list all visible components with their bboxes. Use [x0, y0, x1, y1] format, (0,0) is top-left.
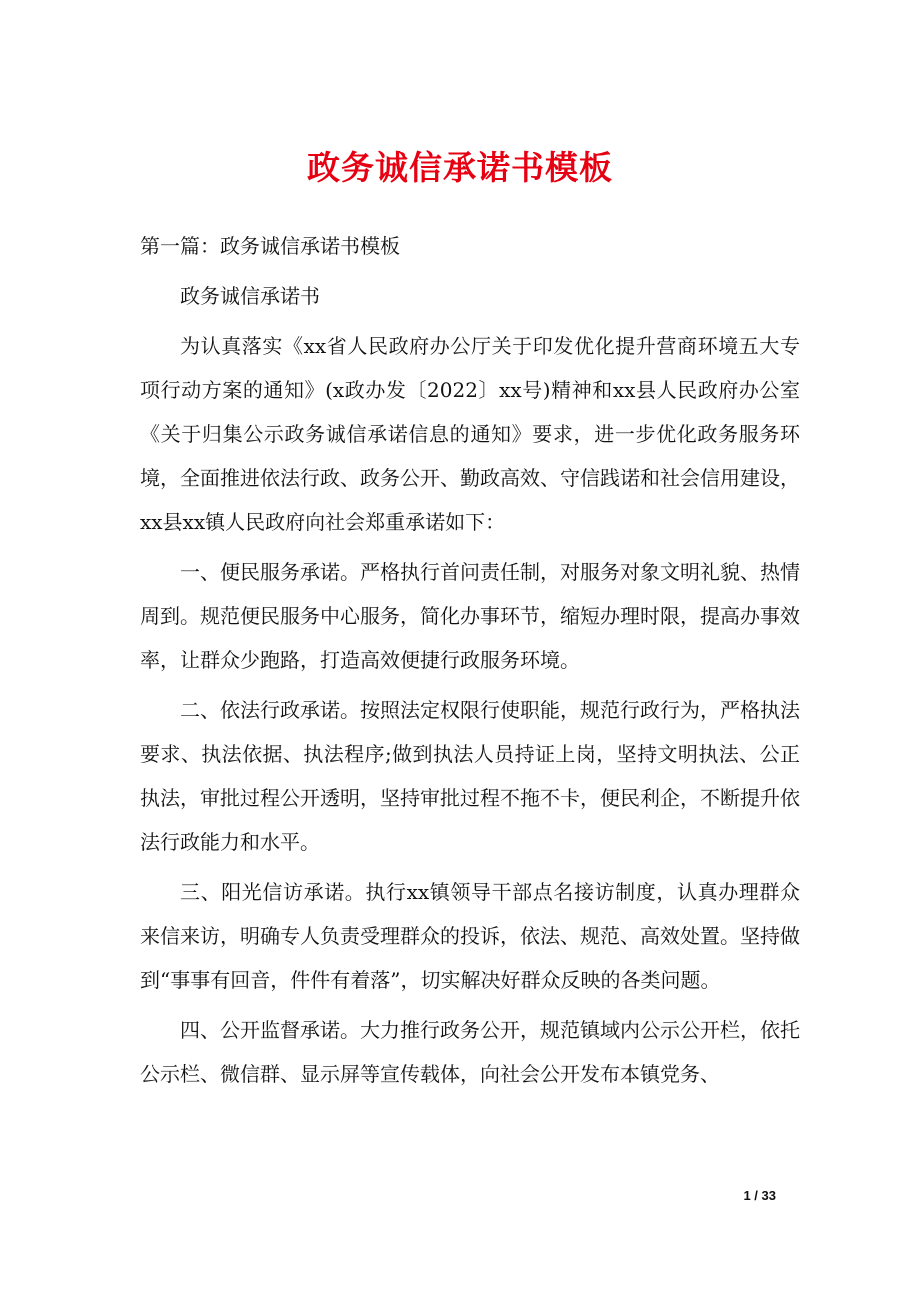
paragraph-petition: 三、阳光信访承诺。执行xx镇领导干部点名接访制度，认真办理群众来信来访，明确专人负责受理群众的投诉，依法、规范、高效处置。坚持做到“事事有回音，件件有着落”，切实解决好群众反映的各类问题。 [140, 880, 800, 992]
section-heading: 第一篇：政务诚信承诺书模板 [140, 234, 400, 258]
paragraph-heading: 政务诚信承诺书 [180, 284, 320, 308]
page-number: 1 / 33 [743, 1188, 776, 1203]
document-body [140, 274, 800, 1102]
paragraph-law: 二、依法行政承诺。按照法定权限行使职能，规范行政行为，严格执法要求、执法依据、执法程序;做到执法人员持证上岗，坚持文明执法、公正执法，审批过程公开透明，坚持审批过程不拖不卡，便民利企，不断提升依法行政能力和水平。 [140, 698, 800, 854]
paragraph-disclosure: 四、公开监督承诺。大力推行政务公开，规范镇域内公示公开栏，依托公示栏、微信群、显示屏等宣传载体，向社会公开发布本镇党务、 [140, 1018, 800, 1086]
document-title: 政务诚信承诺书模板 [307, 148, 613, 187]
paragraph-service: 一、便民服务承诺。严格执行首问责任制，对服务对象文明礼貌、热情周到。规范便民服务中心服务，简化办事环节，缩短办理时限，提高办事效率，让群众少跑路，打造高效便捷行政服务环境。 [140, 560, 800, 672]
paragraph-intro: 为认真落实《xx省人民政府办公厅关于印发优化提升营商环境五大专项行动方案的通知》(x政办发〔2022〕xx号)精神和xx县人民政府办公室《关于归集公示政务诚信承诺信息的通知》要求，进一步优化政务服务环境，全面推进依法行政、政务公开、勤政高效、守信践诺和社会信用建设，xx县xx镇人民政府向社会郑重承诺如下： [140, 334, 800, 534]
